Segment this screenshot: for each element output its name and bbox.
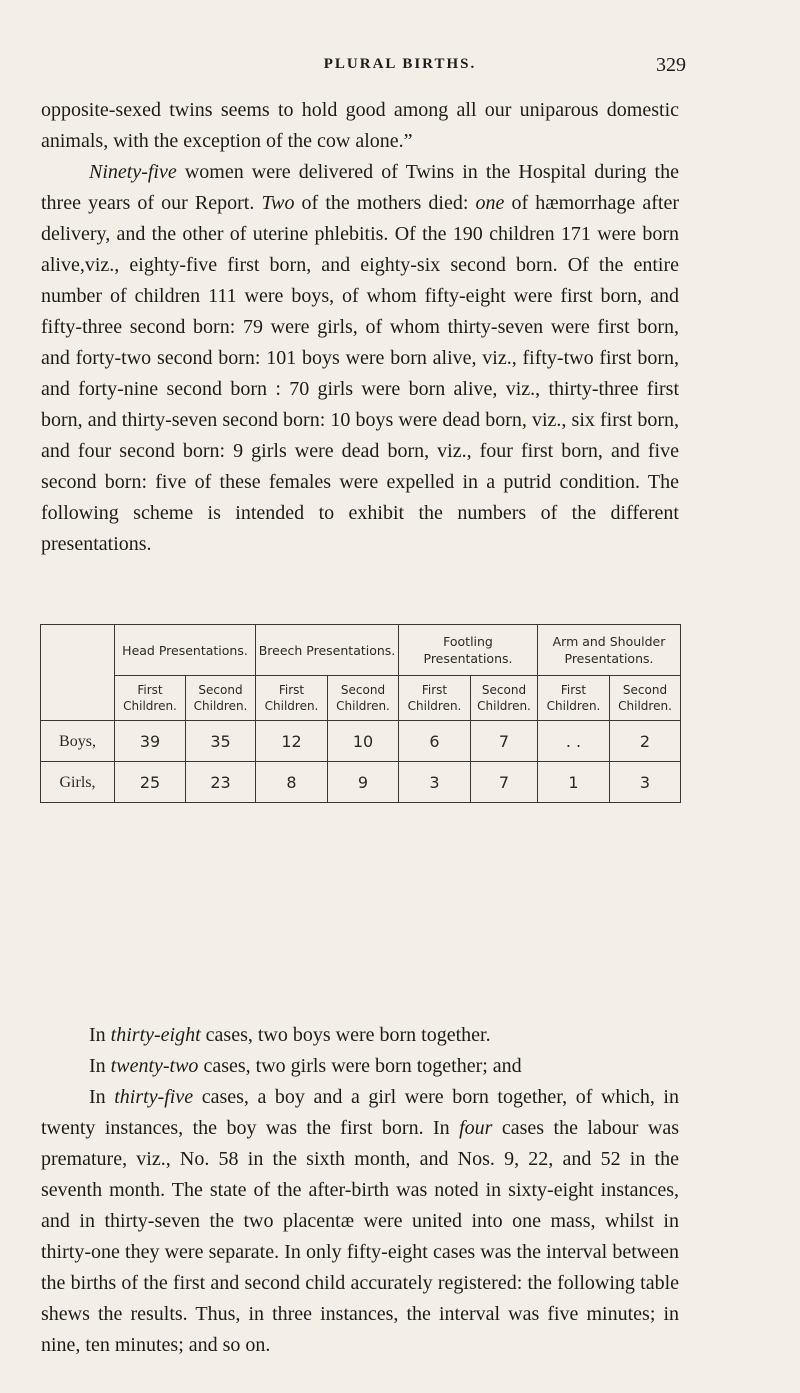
text-run: women were delivered of Twins in the Hospital during the three years of our Report.: [41, 161, 679, 214]
subhead-second: Second Children.: [471, 676, 538, 721]
body-text-top: [41, 95, 679, 560]
group-arm-shoulder: Arm and Shoulder Presentations.: [538, 625, 681, 676]
table-row-girls: [41, 762, 681, 803]
group-breech: Breech Presentations.: [256, 625, 399, 676]
table-header-row: [41, 625, 681, 676]
emphasis-twenty-two: twenty-two: [110, 1055, 199, 1077]
table-cell: 3: [399, 762, 471, 803]
emphasis-one: one: [475, 192, 505, 214]
row-label-girls: Girls,: [41, 762, 115, 803]
text-run: In: [89, 1055, 111, 1077]
table-cell: 23: [186, 762, 256, 803]
subhead-second: Second Children.: [328, 676, 399, 721]
table-cell: 7: [471, 762, 538, 803]
subhead-first: First Children.: [399, 676, 471, 721]
table-corner-cell: [41, 676, 115, 721]
text-run: of the mothers died:: [294, 192, 476, 214]
page-number: 329: [656, 54, 686, 76]
emphasis-thirty-eight: thirty-eight: [110, 1024, 201, 1046]
table-cell: 9: [328, 762, 399, 803]
table-cell: 39: [115, 721, 186, 762]
table-cell: 12: [256, 721, 328, 762]
table-cell: 2: [610, 721, 681, 762]
emphasis-thirty-five: thirty-five: [114, 1086, 194, 1108]
emphasis-four: four: [459, 1117, 493, 1139]
row-label-boys: Boys,: [41, 721, 115, 762]
table-cell: 3: [610, 762, 681, 803]
subhead-second: Second Children.: [610, 676, 681, 721]
table-cell: 1: [538, 762, 610, 803]
text-run: cases, two boys were born together.: [200, 1024, 491, 1046]
table-cell: 7: [471, 721, 538, 762]
subhead-first: First Children.: [538, 676, 610, 721]
paragraph-continuation: opposite-sexed twins seems to hold good among all our uniparous domestic animals, with the exception of the cow alone.”: [41, 99, 679, 152]
emphasis-ninety-five: Ninety-five: [89, 161, 177, 183]
group-head: Head Presentations.: [115, 625, 256, 676]
table-cell: 6: [399, 721, 471, 762]
table-cell: 35: [186, 721, 256, 762]
page-header: [0, 54, 800, 84]
text-run: cases, a boy and a girl were born together, of which, in twenty instances, the boy was the first born. In: [41, 1086, 679, 1139]
subhead-second: Second Children.: [186, 676, 256, 721]
table-row-boys: [41, 721, 681, 762]
paragraph-two-girls: [41, 1051, 679, 1082]
table-cell: . .: [538, 721, 610, 762]
group-footling: Footling Presentations.: [399, 625, 538, 676]
text-run: In: [89, 1024, 111, 1046]
table-subheader-row: [41, 676, 681, 721]
presentations-table: [40, 624, 681, 803]
body-text-bottom: [41, 1020, 679, 1361]
table-cell: 25: [115, 762, 186, 803]
text-run: In: [89, 1086, 115, 1108]
text-run: cases, two girls were born together; and: [198, 1055, 522, 1077]
table-cell: 10: [328, 721, 399, 762]
subhead-first: First Children.: [115, 676, 186, 721]
emphasis-two: Two: [261, 192, 295, 214]
subhead-first: First Children.: [256, 676, 328, 721]
text-run: cases the labour was premature, viz., No. 58 in the sixth month, and Nos. 9, 22, and 52 in the seventh month. The state of the after-birth was noted in sixty-eight instances, and in thirty-seven the two placentæ were united into one mass, whilst in thirty-one they were separate. In only fifty-eight cases was the interval between the births of the first and second child accurately registered: the following table shews the results. Thus, in three instances, the interval was five minutes; in nine, ten minutes; and so on.: [41, 1117, 679, 1356]
paragraph-boy-and-girl: [41, 1082, 679, 1361]
running-title: PLURAL BIRTHS.: [323, 56, 477, 72]
text-run: of hæmorrhage after delivery, and the other of uterine phlebitis. Of the 190 children 171 were born alive,viz., eighty-five first born, and eighty-six second born. Of the entire number of children 111 were boys, of whom fifty-eight were first born, and fifty-three second born: 79 were girls, of whom thirty-seven were first born, and forty-two second born: 101 boys were born alive, viz., fifty-two first born, and forty-nine second born : 70 girls were born alive, viz., thirty-three first born, and thirty-seven second born: 10 boys were dead born, viz., six first born, and four second born: 9 girls were dead born, viz., four first born, and five second born: five of these females were expelled in a putrid condition. The following scheme is intended to exhibit the numbers of the different presentations.: [41, 192, 679, 555]
table-corner-cell: [41, 625, 115, 676]
paragraph-two-boys: [41, 1020, 679, 1051]
paragraph-twins-report: [41, 157, 679, 560]
table-cell: 8: [256, 762, 328, 803]
